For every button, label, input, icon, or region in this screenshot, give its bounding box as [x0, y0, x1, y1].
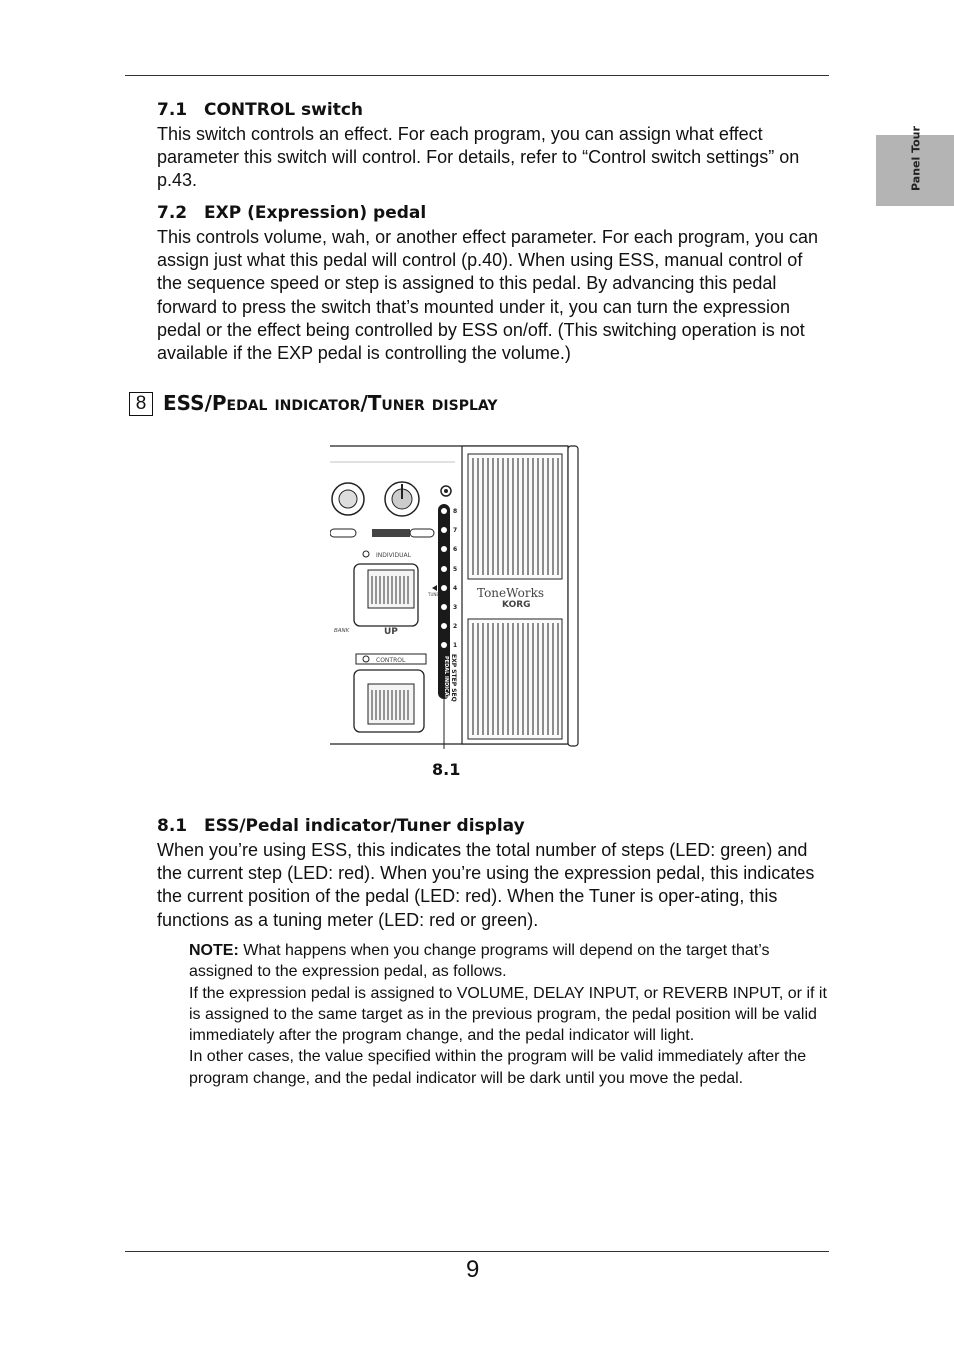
control-footswitch [354, 670, 424, 732]
note-line-1: What happens when you change programs will depend on the target that’s assigned to the expression pedal, as follows. [189, 942, 770, 981]
note-block [189, 940, 829, 1089]
exp-step-seq-label: EXP STEP SEQ [450, 654, 457, 702]
led-number-7: 7 [453, 527, 458, 534]
led-number-6: 6 [453, 546, 458, 553]
led-number-3: 3 [453, 604, 458, 611]
heading-7-2-title: EXP (Expression) pedal [204, 203, 427, 223]
figure-callout-label: 8.1 [432, 760, 461, 779]
control-label: CONTROL [376, 657, 406, 664]
pedal-illustration [330, 444, 580, 749]
up-footswitch [354, 564, 418, 626]
section-number-box: 8 [129, 392, 153, 416]
footer-rule [125, 1251, 829, 1252]
note-para-3: In other cases, the value specified within the program will be valid immediately after the program change, and the pedal indicator will be dark until you move the pedal. [189, 1048, 807, 1087]
led-number-4: 4 [453, 585, 458, 592]
pedal-illustration-svg [330, 444, 580, 749]
heading-7-2 [157, 203, 426, 223]
section-8-title: ESS/Pedal indicator/Tuner display [163, 391, 498, 415]
heading-8-1 [157, 816, 525, 836]
knob-left [332, 483, 364, 515]
brand-toneworks: ToneWorks [477, 586, 545, 600]
led-number-8: 8 [453, 508, 458, 515]
heading-7-1-title: CONTROL switch [204, 100, 364, 120]
heading-7-1-number: 7.1 [157, 100, 188, 120]
led-number-1: 1 [453, 642, 458, 649]
heading-7-1 [157, 100, 363, 120]
paragraph-7-1: This switch controls an effect. For each program, you can assign what effect parameter this switch will control. For details, refer to “Control switch settings” on p.43. [157, 124, 800, 191]
heading-8-1-number: 8.1 [157, 816, 188, 836]
page-number: 9 [466, 1256, 480, 1283]
note-para-1 [189, 940, 829, 983]
note-label: NOTE: [189, 942, 239, 959]
tune-label: TUNE [428, 592, 439, 597]
paragraph-7-2: This controls volume, wah, or another effect parameter. For each program, you can assign just what this pedal will control (p.40). When using ESS, manual control of the sequence speed or step is assigned to this pedal. By advancing this pedal forward to press the switch that’s mounted under it, you can turn the expression pedal or the effect being controlled by ESS on/off. (This switching operation is not available if the EXP pedal is controlling the volume.) [157, 227, 818, 364]
led-number-2: 2 [453, 623, 458, 630]
led-number-5: 5 [453, 566, 458, 573]
bank-label: BANK [334, 628, 350, 634]
brand-korg: KORG [502, 600, 531, 610]
note-para-2: If the expression pedal is assigned to VOLUME, DELAY INPUT, or REVERB INPUT, or if it is assigned to the same target as in the previous program, the pedal position will be valid immediately after the program change, and the pedal indicator will light. [189, 984, 827, 1045]
pedal-indicator-label: PEDAL INDICATOR [443, 656, 449, 707]
header-rule [125, 75, 829, 76]
heading-8-1-title: ESS/Pedal indicator/Tuner display [204, 816, 525, 836]
paragraph-8-1: When you’re using ESS, this indicates the total number of steps (LED: green) and the current step (LED: red). When you’re using the expression pedal, this indicates the current position of the pedal (LED: red). When the Tuner is oper-ating, this functions as a tuning meter (LED: red or green). [157, 840, 815, 930]
up-label: UP [384, 627, 398, 637]
heading-7-2-number: 7.2 [157, 203, 188, 223]
side-tab [876, 126, 954, 206]
individual-label: INDIVIDUAL [376, 552, 411, 559]
knob-right [385, 482, 419, 516]
side-tab-label: Panel Tour [909, 126, 923, 191]
